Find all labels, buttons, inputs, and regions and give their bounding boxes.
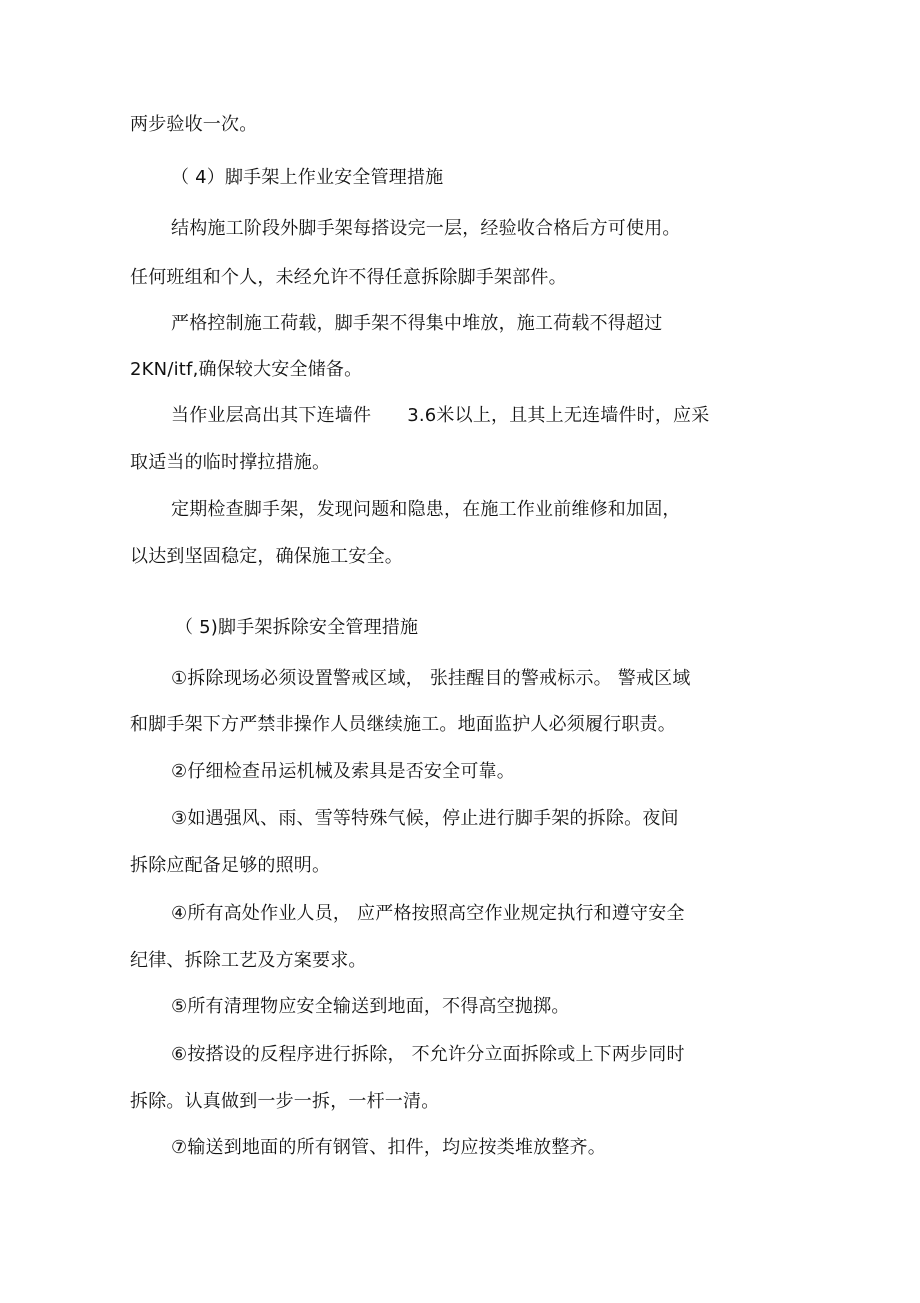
text-line-6: 2KN/itf,确保较大安全储备。: [130, 359, 363, 380]
text-line-19: ⑤所有清理物应安全输送到地面，不得高空抛掷。: [171, 996, 570, 1017]
text-line-14: ②仔细检查吊运机械及索具是否安全可靠。: [171, 761, 515, 782]
text-line-16: 拆除应配备足够的照明。: [130, 855, 331, 876]
text-line-4: 任何班组和个人，未经允许不得任意拆除脚手架部件。: [130, 267, 567, 288]
section-5-heading: （ 5)脚手架拆除安全管理措施: [175, 617, 419, 638]
text-line-5: 严格控制施工荷载，脚手架不得集中堆放，施工荷载不得超过: [171, 313, 663, 334]
text-line-10: 以达到坚固稳定，确保施工安全。: [130, 546, 403, 567]
text-line-8: 取适当的临时撑拉措施。: [130, 452, 331, 473]
text-line-18: 纪律、拆除工艺及方案要求。: [130, 950, 367, 971]
text-line-17: ④所有高处作业人员， 应严格按照高空作业规定执行和遵守安全: [171, 903, 685, 924]
text-line-3: 结构施工阶段外脚手架每搭设完一层，经验收合格后方可使用。: [171, 218, 681, 239]
text-line-9: 定期检查脚手架，发现问题和隐患，在施工作业前维修和加固，: [171, 499, 681, 520]
text-line-7: [171, 407, 709, 425]
section-4-heading: （ 4）脚手架上作业安全管理措施: [171, 167, 444, 188]
text-line-7-part-a: 当作业层高出其下连墙件: [171, 405, 372, 426]
text-line-7-part-b: 3.6米以上，且其上无连墙件时，应采: [407, 405, 710, 426]
text-line-21: 拆除。认真做到一步一拆，一杆一清。: [130, 1091, 440, 1112]
text-line-12: ①拆除现场必须设置警戒区域， 张挂醒目的警戒标示。 警戒区域: [171, 668, 691, 689]
text-line-1: 两步验收一次。: [130, 114, 258, 135]
text-line-15: ③如遇强风、雨、雪等特殊气候，停止进行脚手架的拆除。夜间: [171, 808, 679, 829]
text-line-13: 和脚手架下方严禁非操作人员继续施工。地面监护人必须履行职责。: [130, 714, 676, 735]
text-line-22: ⑦输送到地面的所有钢管、扣件，均应按类堆放整齐。: [171, 1137, 606, 1158]
text-line-20: ⑥按搭设的反程序进行拆除， 不允许分立面拆除或上下两步同时: [171, 1044, 685, 1065]
